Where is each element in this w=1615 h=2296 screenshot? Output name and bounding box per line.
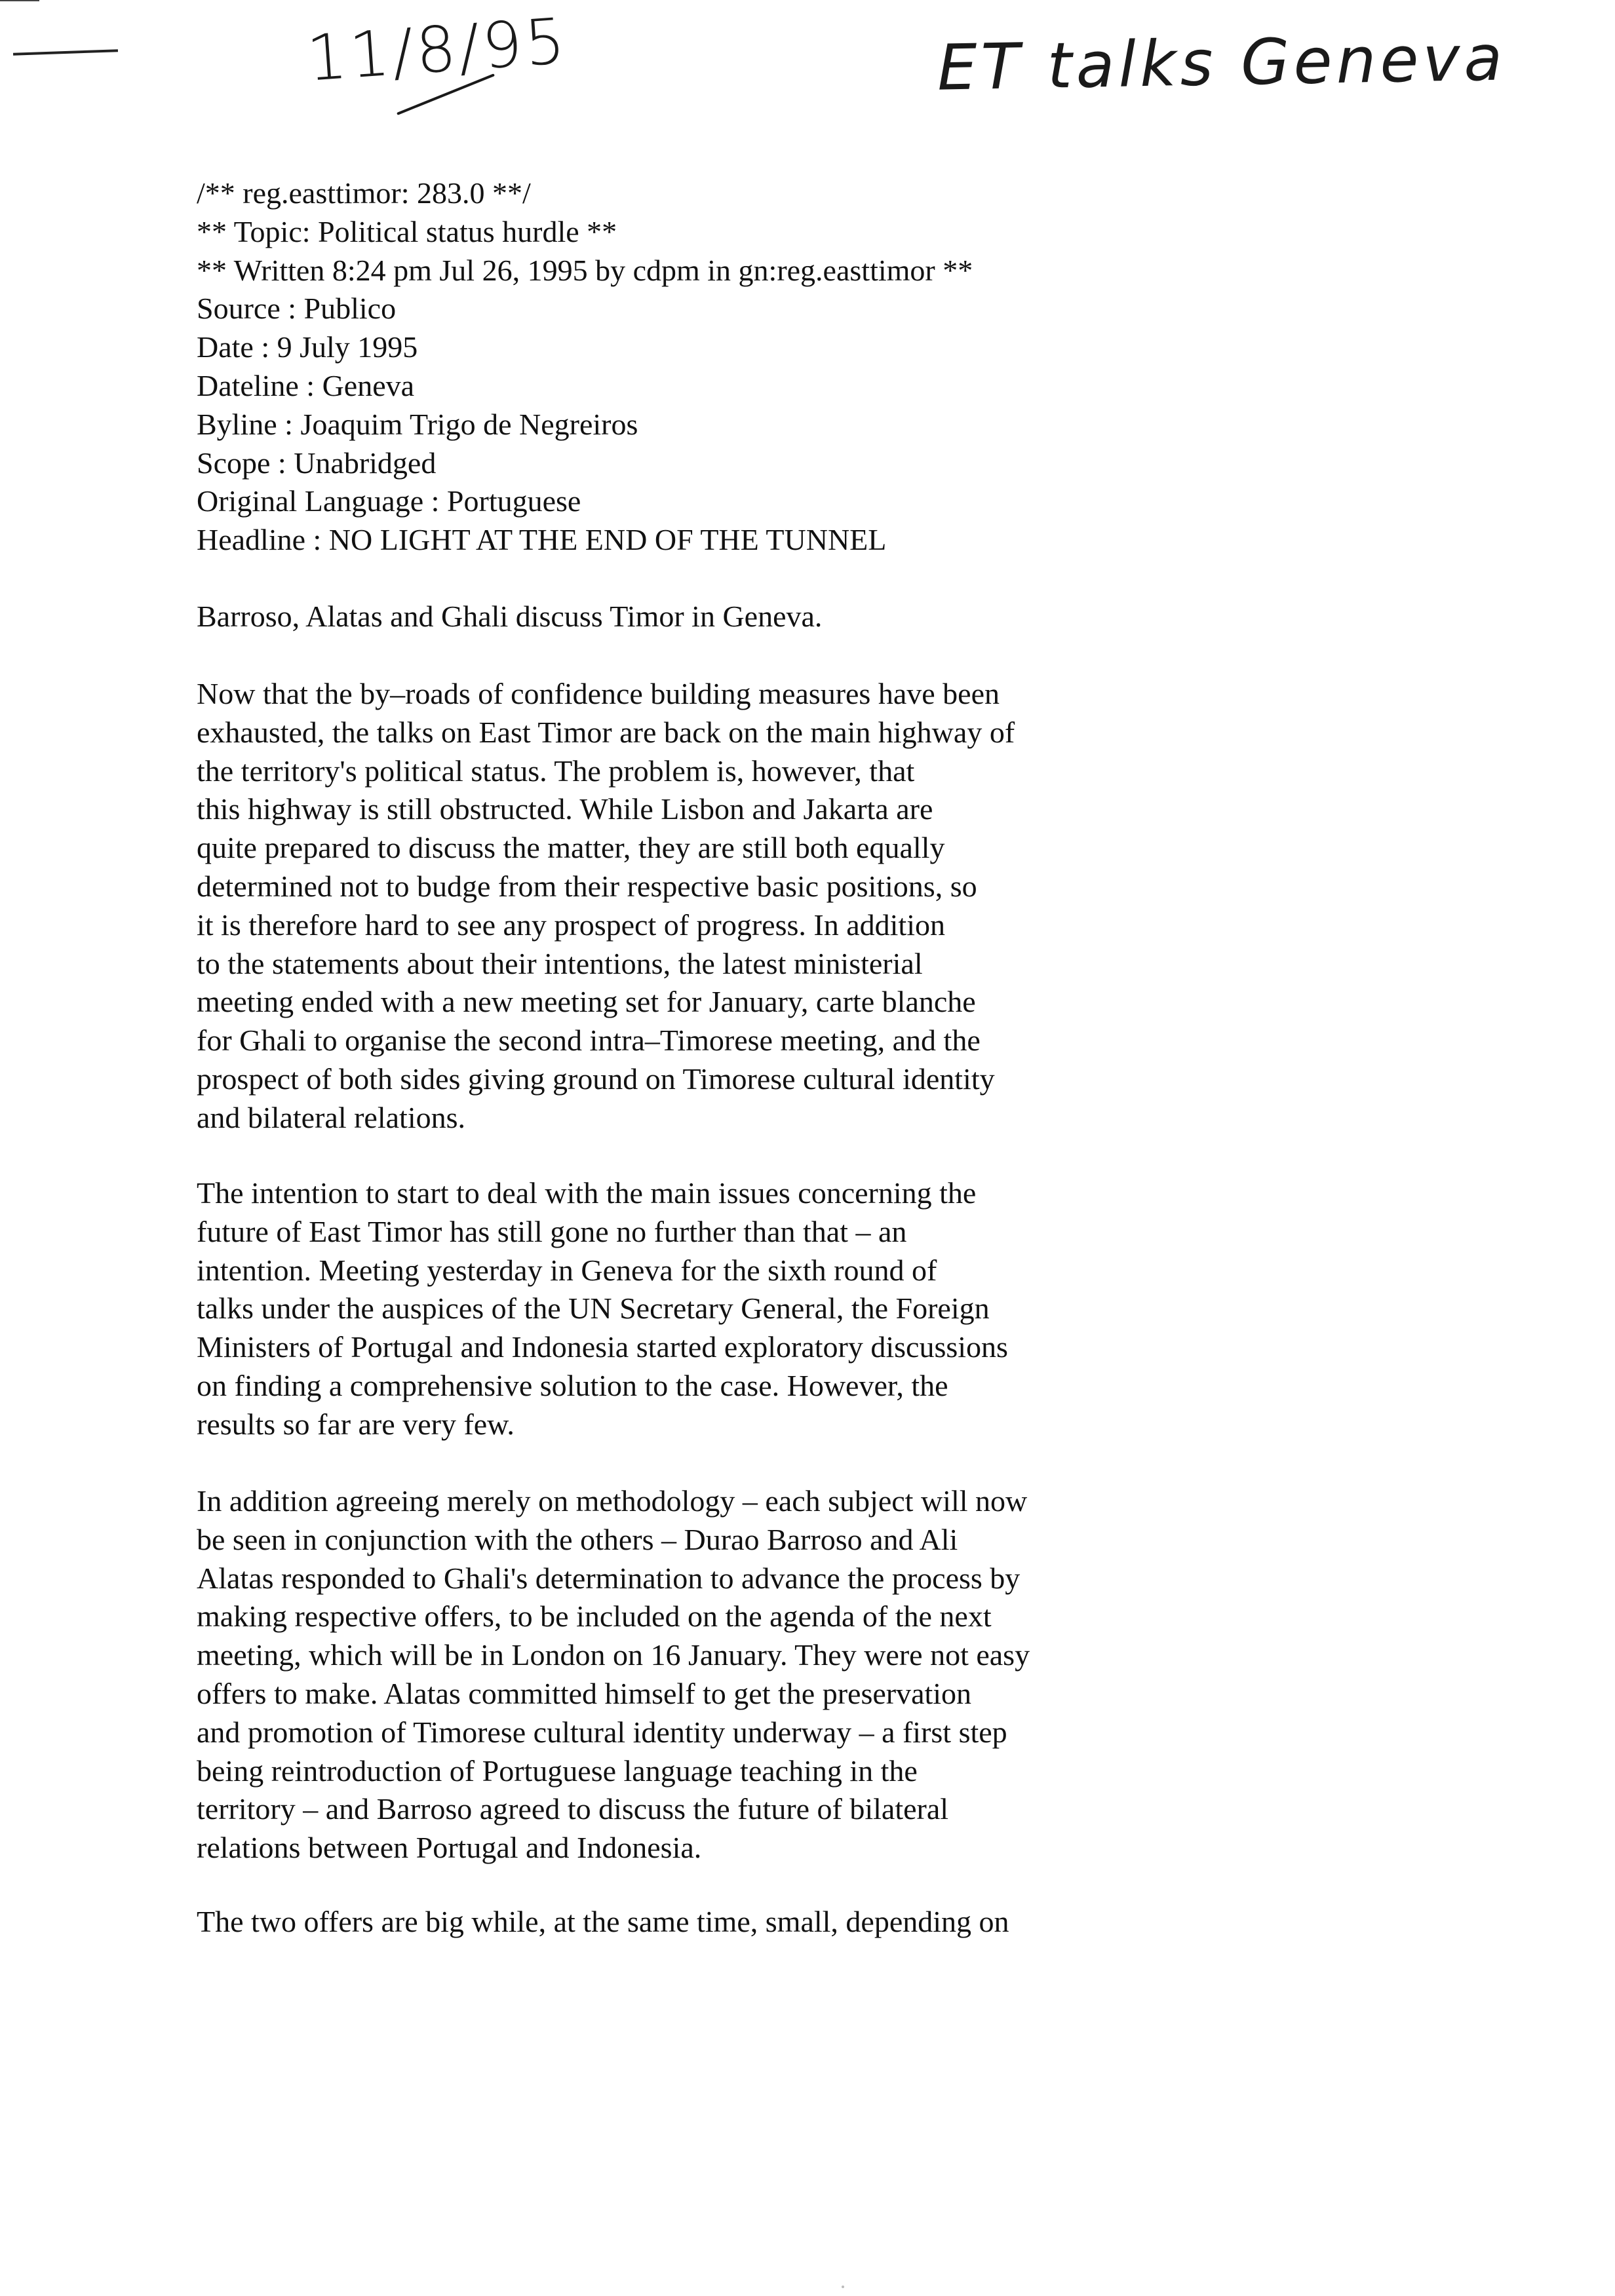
header-line: ** Topic: Political status hurdle ** — [197, 214, 617, 248]
header-line: /** reg.easttimor: 283.0 **/ — [197, 176, 531, 210]
handwritten-note: ET talks Geneva — [937, 21, 1507, 105]
header-line: ** Written 8:24 pm Jul 26, 1995 by cdpm in gn:reg.easttimor ** — [197, 253, 973, 287]
text-line: making respective offers, to be included on the agenda of the next — [197, 1599, 992, 1634]
header-line: Date : 9 July 1995 — [197, 330, 418, 364]
text-line: future of East Timor has still gone no further than that – an — [197, 1214, 907, 1248]
paragraph-2 — [197, 1174, 1008, 1444]
text-line: talks under the auspices of the UN Secretary General, the Foreign — [197, 1292, 990, 1326]
text-line: Alatas responded to Ghali's determination to advance the process by — [197, 1561, 1021, 1595]
text-line: The intention to start to deal with the main issues concerning the — [197, 1176, 977, 1210]
text-line: territory – and Barroso agreed to discuss the future of bilateral — [197, 1792, 949, 1826]
paragraph-3 — [197, 1482, 1030, 1867]
text-line: offers to make. Alatas committed himself to get the preservation — [197, 1676, 972, 1710]
text-line: meeting ended with a new meeting set for January, carte blanche — [197, 985, 976, 1019]
text-line: be seen in conjunction with the others – Durao Barroso and Ali — [197, 1522, 958, 1556]
handwritten-date: 11/8/95 — [304, 4, 570, 96]
text-line: this highway is still obstructed. While Lisbon and Jakarta are — [197, 792, 933, 826]
article-header — [197, 174, 973, 560]
margin-dash-mark — [13, 49, 118, 56]
paragraph-1 — [197, 675, 1015, 1138]
header-line: Source : Publico — [197, 292, 397, 326]
text-line: being reintroduction of Portuguese language teaching in the — [197, 1753, 918, 1788]
text-line: on finding a comprehensive solution to the case. However, the — [197, 1368, 948, 1402]
text-line: prospect of both sides giving ground on Timorese cultural identity — [197, 1062, 995, 1096]
text-line: In addition agreeing merely on methodology – each subject will now — [197, 1484, 1028, 1518]
text-line: Ministers of Portugal and Indonesia started exploratory discussions — [197, 1330, 1008, 1364]
text-line: it is therefore hard to see any prospect of progress. In addition — [197, 908, 945, 942]
text-line: relations between Portugal and Indonesia. — [197, 1831, 702, 1865]
text-line: quite prepared to discuss the matter, they are still both equally — [197, 831, 945, 865]
header-line: Byline : Joaquim Trigo de Negreiros — [197, 407, 638, 441]
text-line: to the statements about their intentions, the latest ministerial — [197, 946, 923, 980]
text-line: results so far are very few. — [197, 1407, 515, 1441]
text-line: The two offers are big while, at the same time, small, depending on — [197, 1905, 1009, 1938]
text-line: for Ghali to organise the second intra–Timorese meeting, and the — [197, 1024, 981, 1058]
text-line: intention. Meeting yesterday in Geneva for the sixth round of — [197, 1253, 937, 1287]
text-line: and promotion of Timorese cultural identity underway – a first step — [197, 1715, 1007, 1749]
text-line: exhausted, the talks on East Timor are back on the main highway of — [197, 715, 1015, 749]
corner-tick-mark — [0, 0, 39, 1]
header-line: Original Language : Portuguese — [197, 484, 581, 518]
header-line: Dateline : Geneva — [197, 368, 415, 402]
text-line: determined not to budge from their respective basic positions, so — [197, 869, 977, 903]
text-line: and bilateral relations. — [197, 1100, 466, 1134]
lead-sentence: Barroso, Alatas and Ghali discuss Timor in Geneva. — [197, 600, 823, 633]
header-line: Headline : NO LIGHT AT THE END OF THE TUNNEL — [197, 523, 887, 557]
scan-speck — [842, 2286, 844, 2288]
header-line: Scope : Unabridged — [197, 446, 437, 480]
paragraph-4 — [197, 1903, 1009, 1942]
text-line: the territory's political status. The problem is, however, that — [197, 754, 915, 788]
text-line: Now that the by–roads of confidence building measures have been — [197, 677, 1000, 710]
text-line: meeting, which will be in London on 16 January. They were not easy — [197, 1638, 1030, 1672]
